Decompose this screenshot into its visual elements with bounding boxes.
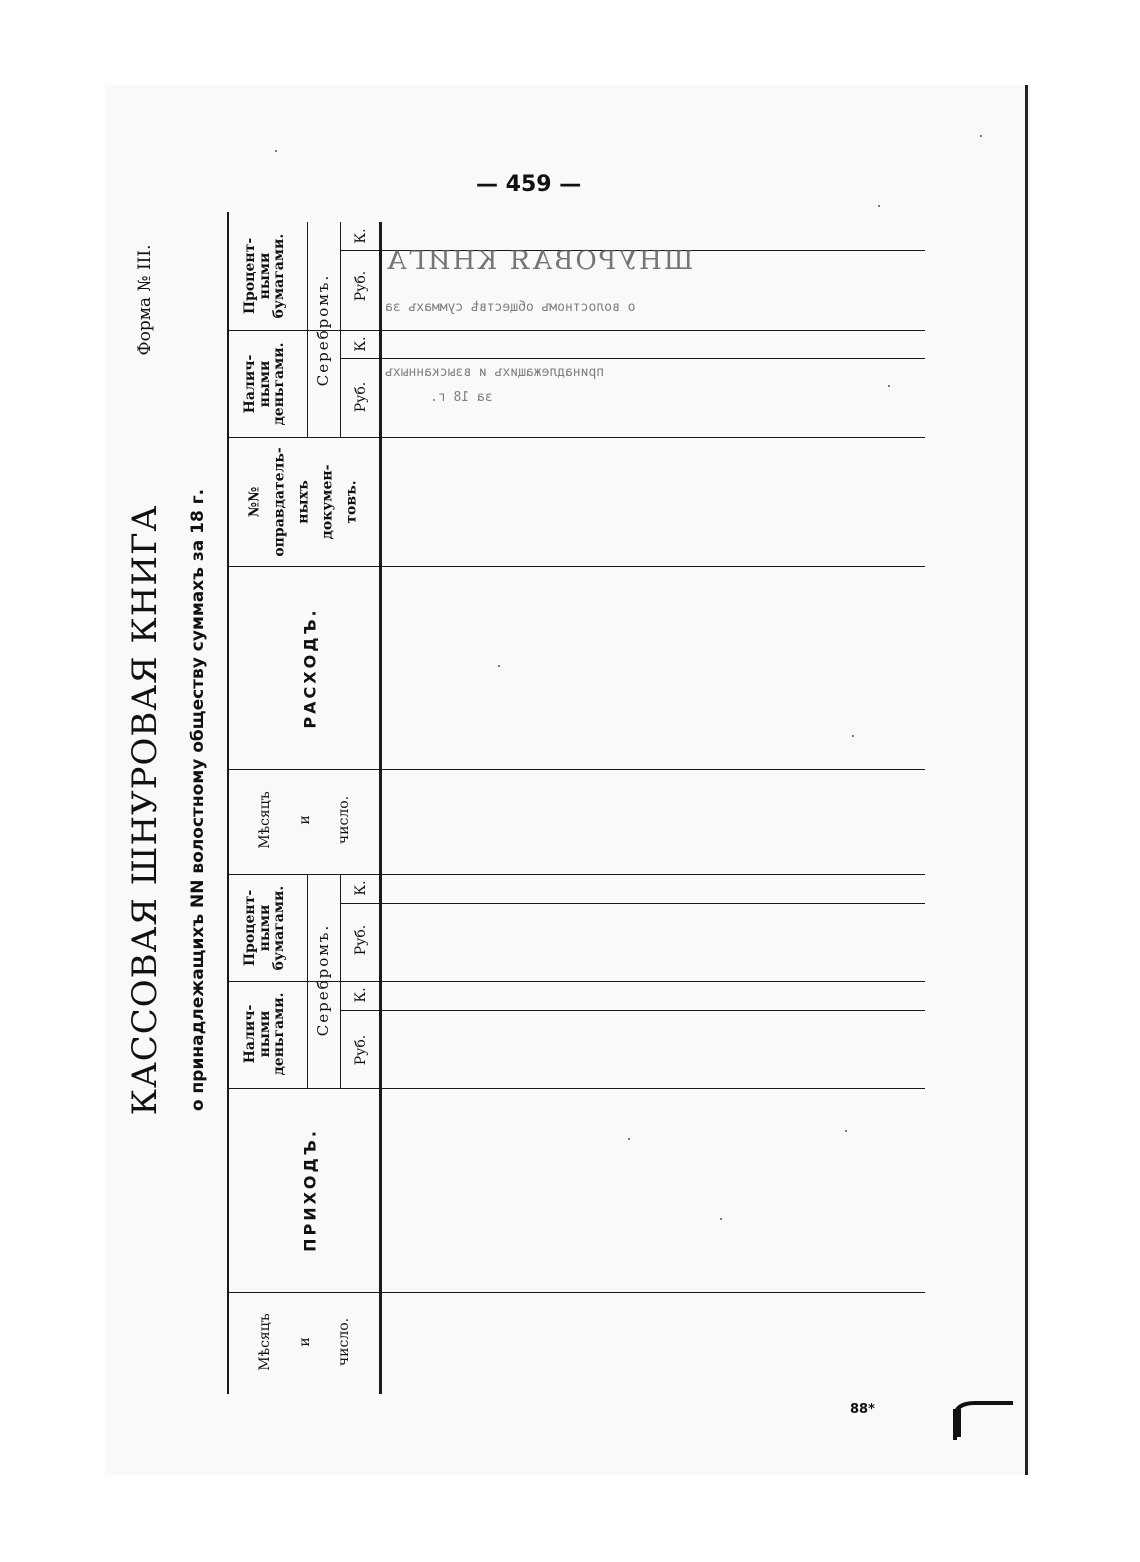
income-cash-header: Налич- ными деньгами. xyxy=(241,992,288,1076)
expense-date-header-month: Мѣсяцъ xyxy=(257,791,273,849)
expense-rub-label: Руб. xyxy=(353,381,369,413)
expense-docs-header-5: товъ. xyxy=(343,480,360,524)
page-number: — 459 — xyxy=(476,172,582,197)
header-sub-rule xyxy=(307,874,308,1088)
table-left-rule xyxy=(227,212,229,1394)
income-silver-label: Серебромъ. xyxy=(314,923,332,1037)
bleed-through-line: о волостномъ обществѣ суммахъ за xyxy=(385,300,636,315)
bleed-through-line: за 18 г. xyxy=(430,390,493,405)
income-kop-label: К. xyxy=(353,987,369,1003)
income-rub-label: Руб. xyxy=(353,1034,369,1066)
row-rule xyxy=(227,1088,925,1089)
speck xyxy=(852,735,854,737)
header-sub-rule xyxy=(340,222,341,437)
row-rule xyxy=(227,1292,925,1293)
income-title: ПРИХОДЪ. xyxy=(300,1128,320,1252)
footer-mark: 88* xyxy=(850,1402,875,1417)
speck xyxy=(980,135,982,137)
expense-rub-label: Руб. xyxy=(353,270,369,302)
speck xyxy=(720,1218,722,1220)
header-sub-rule xyxy=(307,222,308,437)
expense-title: РАСХОДЪ. xyxy=(300,607,320,729)
income-kop-label: К. xyxy=(353,880,369,896)
expense-docs-header-3: ныхъ xyxy=(295,480,312,524)
row-rule xyxy=(227,769,925,770)
expense-date-header-day: число. xyxy=(336,795,352,845)
income-securities-header: Процент- ными бумагами. xyxy=(241,885,288,971)
income-date-header-day: число. xyxy=(336,1317,352,1367)
expense-silver-label: Серебромъ. xyxy=(314,273,332,387)
expense-kop-label: К. xyxy=(353,336,369,352)
row-rule xyxy=(227,874,925,875)
expense-date-header-and: и xyxy=(297,815,313,825)
row-rule xyxy=(227,566,925,567)
speck xyxy=(275,150,277,152)
form-number: Форма № III. xyxy=(135,244,155,356)
speck xyxy=(498,665,500,667)
expense-docs-header-4: докумен- xyxy=(319,464,336,540)
expense-cash-header: Налич- ными деньгами. xyxy=(241,342,288,426)
row-rule xyxy=(340,903,925,904)
income-date-header-month: Мѣсяцъ xyxy=(257,1313,273,1371)
bleed-through-title: ШНУРОВАЯ КНИГА xyxy=(385,246,694,276)
speck xyxy=(878,205,880,207)
page-curl-mark xyxy=(945,1395,1015,1445)
expense-docs-header-2: оправдатель- xyxy=(271,447,288,557)
expense-docs-header-1: №№ xyxy=(246,486,263,518)
income-date-header-and: и xyxy=(297,1337,313,1347)
speck xyxy=(845,1130,847,1132)
row-rule xyxy=(340,358,925,359)
speck xyxy=(628,1138,630,1140)
header-sub-rule xyxy=(340,874,341,1088)
row-rule xyxy=(340,1010,925,1011)
expense-securities-header: Процент- ными бумагами. xyxy=(241,233,288,319)
document-title: КАССОВАЯ ШНУРОВАЯ КНИГА xyxy=(125,504,165,1116)
row-rule xyxy=(227,437,925,438)
document-subtitle: о принадлежащихъ NN волостному обществу суммахъ за 18 г. xyxy=(188,488,208,1112)
page-edge xyxy=(1025,85,1028,1475)
income-rub-label: Руб. xyxy=(353,924,369,956)
table-header-rule xyxy=(379,222,382,1394)
expense-kop-label: К. xyxy=(353,228,369,244)
bleed-through-line: принадлежащихъ и взысканныхъ xyxy=(385,365,605,380)
speck xyxy=(888,385,890,387)
